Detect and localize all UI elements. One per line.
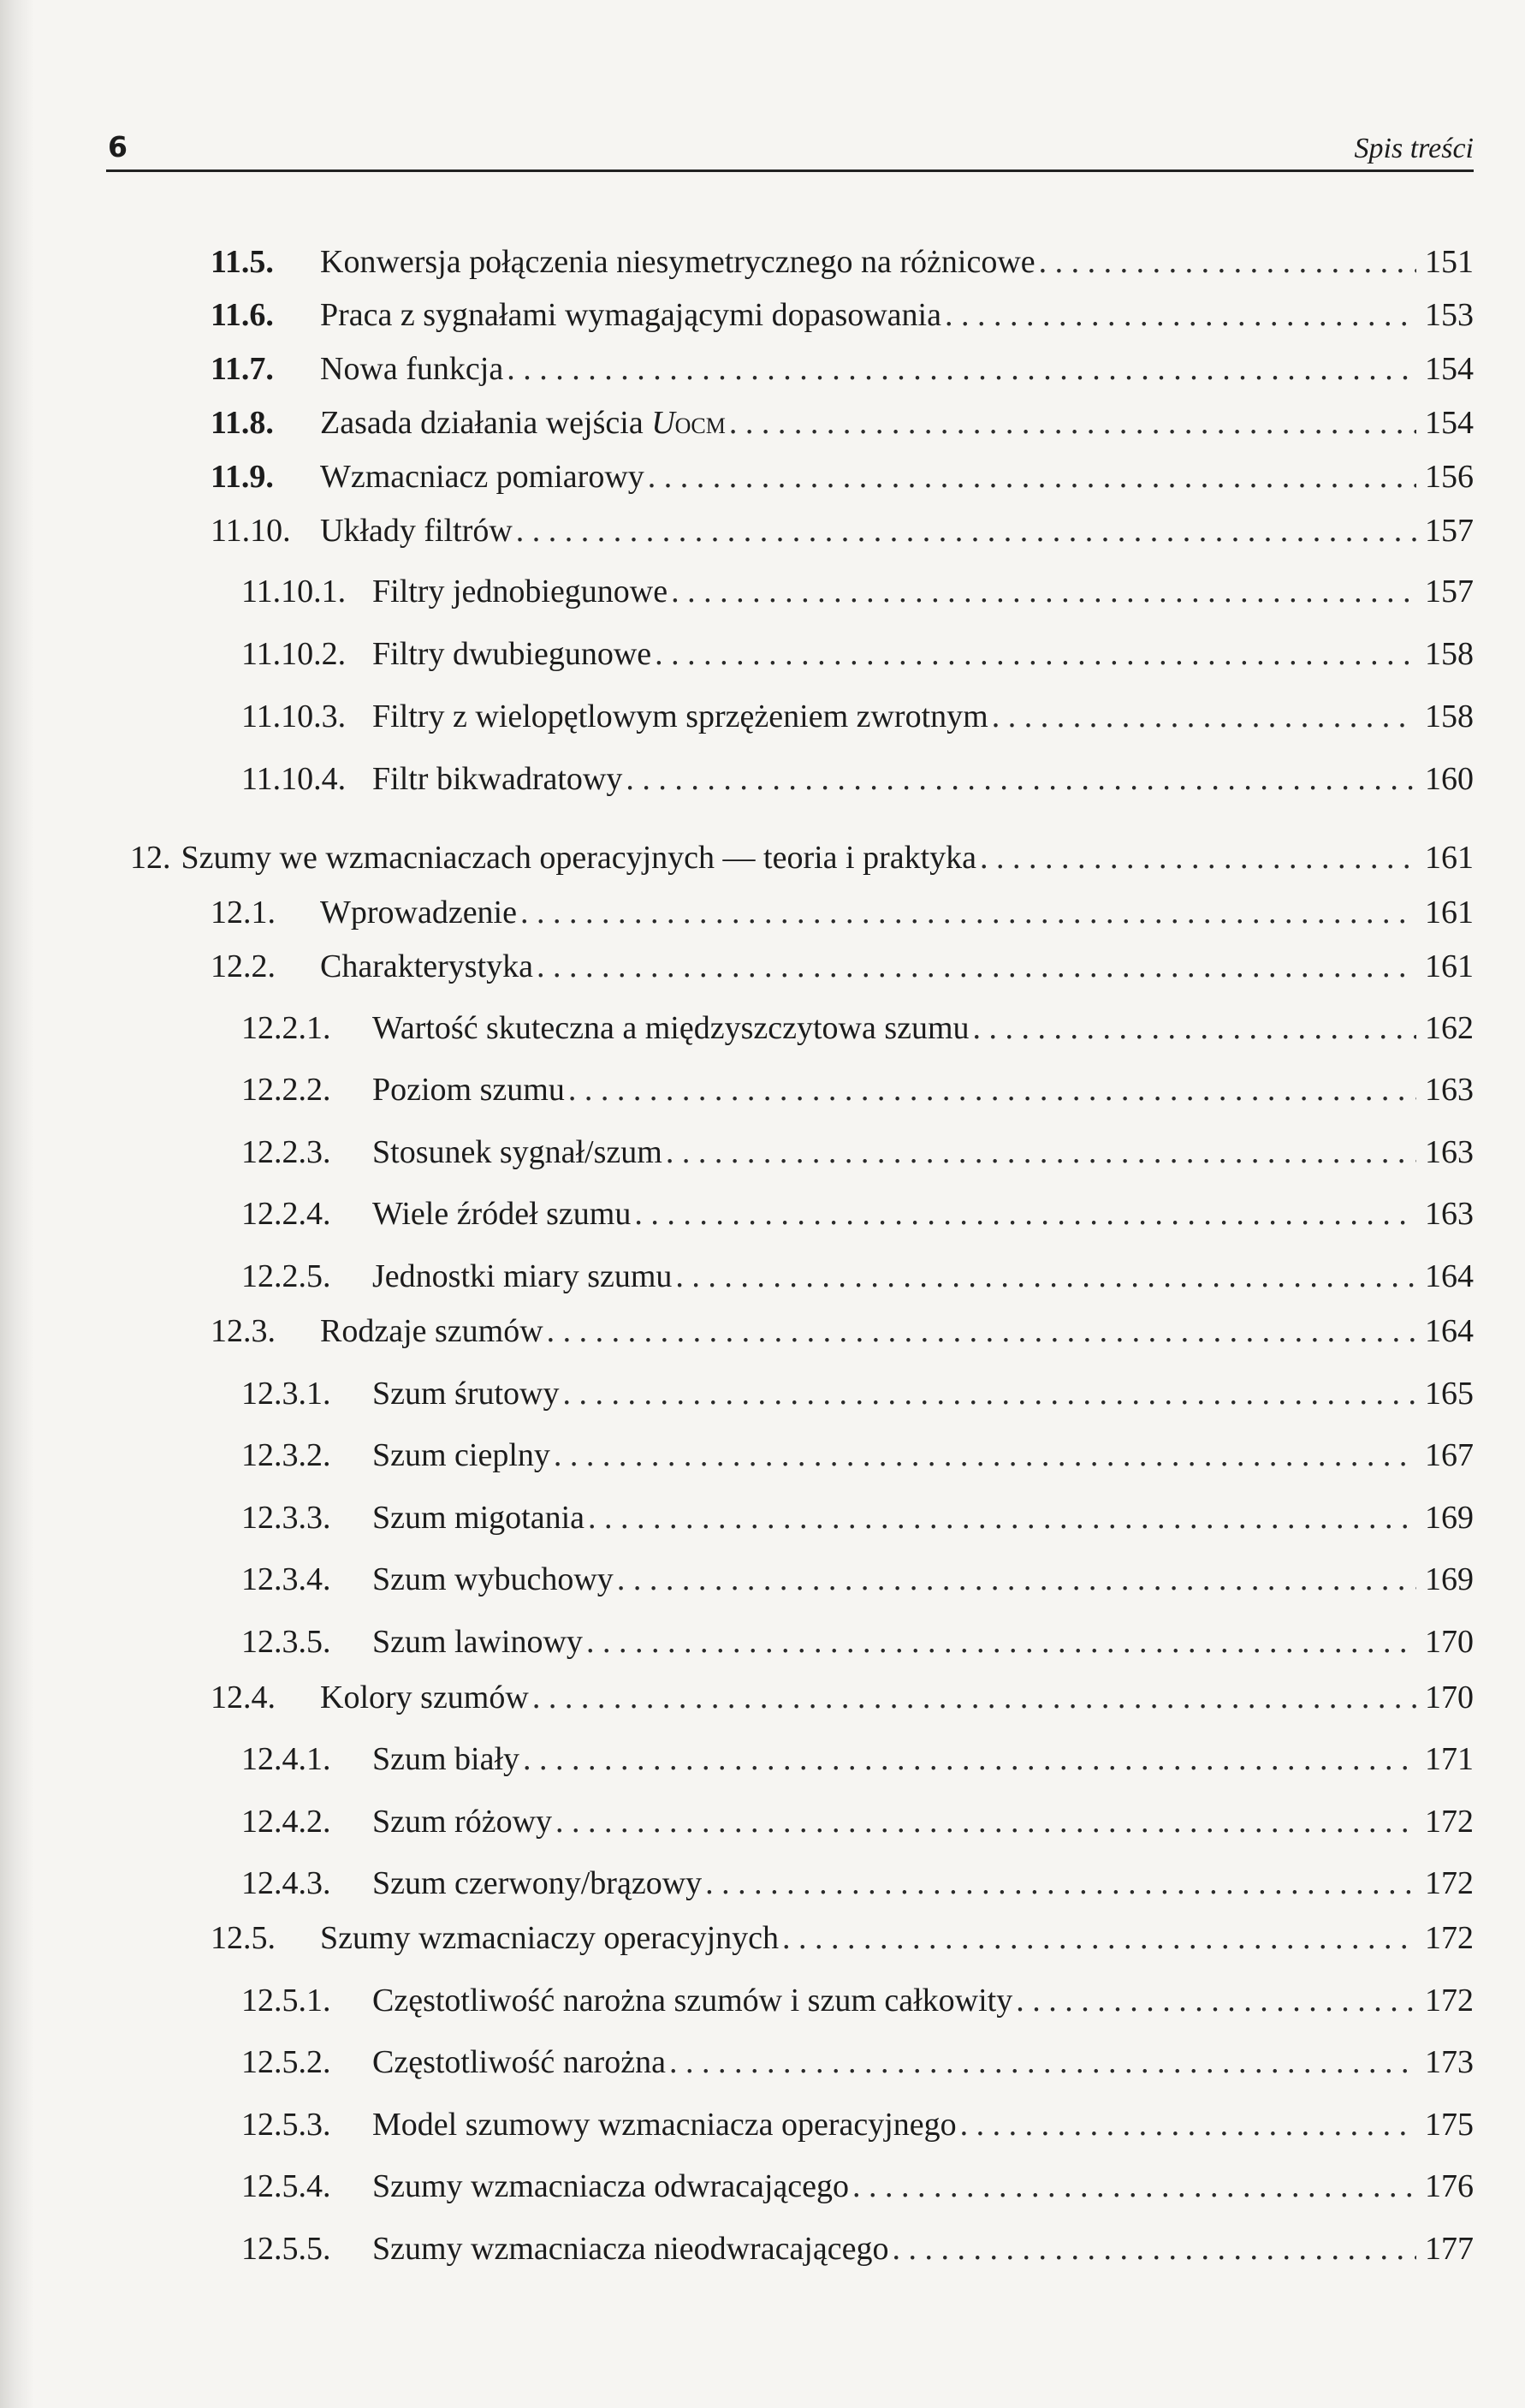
toc-entry-page: 163 xyxy=(1425,1134,1474,1170)
toc-entry-page: 169 xyxy=(1425,1561,1474,1597)
toc-entry-12-5-3[interactable] xyxy=(241,2105,1474,2144)
toc-entry-number: 11.10. xyxy=(211,513,291,549)
toc-entry-title: Wartość skuteczna a międzyszczytowa szumu xyxy=(372,1010,970,1046)
toc-entry-11-9[interactable] xyxy=(211,457,1474,496)
toc-entry-page: 177 xyxy=(1425,2231,1474,2267)
toc-entry-number: 12.3.2. xyxy=(241,1437,331,1473)
dot-leader xyxy=(547,1311,1416,1351)
toc-entry-page: 163 xyxy=(1425,1072,1474,1108)
toc-entry-title-subscript: OCM xyxy=(674,413,726,438)
toc-entry-number: 11.9. xyxy=(211,459,274,495)
toc-entry-12-2-5[interactable] xyxy=(241,1257,1474,1296)
toc-entry-page: 154 xyxy=(1425,405,1474,441)
dot-leader xyxy=(945,295,1416,335)
toc-entry-page: 176 xyxy=(1425,2168,1474,2204)
toc-entry-page: 172 xyxy=(1425,1804,1474,1840)
dot-leader xyxy=(588,1498,1416,1537)
toc-entry-page: 175 xyxy=(1425,2107,1474,2143)
toc-entry-page: 164 xyxy=(1425,1258,1474,1294)
dot-leader xyxy=(729,403,1416,443)
toc-entry-number: 12.2.3. xyxy=(241,1134,331,1170)
toc-entry-title: Charakterystyka xyxy=(320,948,534,984)
toc-entry-page: 164 xyxy=(1425,1313,1474,1349)
toc-entry-number: 12.3.4. xyxy=(241,1561,331,1597)
toc-entry-12-4-1[interactable] xyxy=(241,1739,1474,1779)
toc-entry-11-5[interactable] xyxy=(211,242,1474,282)
dot-leader xyxy=(648,457,1416,496)
dot-leader xyxy=(705,1864,1416,1903)
dot-leader xyxy=(516,511,1416,550)
toc-entry-page: 172 xyxy=(1425,1983,1474,2019)
toc-entry-title: Częstotliwość narożna szumów i szum całkowity xyxy=(372,1983,1013,2019)
toc-entry-number: 11.10.4. xyxy=(241,761,347,797)
toc-entry-page: 172 xyxy=(1425,1920,1474,1956)
toc-entry-number: 11.6. xyxy=(211,297,274,333)
toc-entry-number: 12.3.5. xyxy=(241,1624,331,1660)
toc-entry-title xyxy=(320,403,726,446)
dot-leader xyxy=(568,1070,1416,1109)
toc-entry-12-5-4[interactable] xyxy=(241,2167,1474,2206)
toc-entry-page: 173 xyxy=(1425,2044,1474,2080)
toc-entry-title: Szum cieplny xyxy=(372,1437,550,1473)
dot-leader xyxy=(537,947,1416,986)
toc-entry-12-3[interactable] xyxy=(211,1311,1474,1351)
toc-entry-number: 12.4. xyxy=(211,1680,276,1715)
toc-entry-number: 11.8. xyxy=(211,405,274,441)
toc-entry-number: 12.4.2. xyxy=(241,1804,331,1840)
toc-entry-number: 12.4.1. xyxy=(241,1741,331,1777)
toc-entry-number: 11.10.1. xyxy=(241,574,347,609)
toc-entry-number: 12.5.5. xyxy=(241,2231,331,2267)
dot-leader xyxy=(992,697,1416,736)
toc-entry-title: Szum wybuchowy xyxy=(372,1561,614,1597)
toc-entry-title: Rodzaje szumów xyxy=(320,1313,543,1349)
toc-entry-11-10-3[interactable] xyxy=(241,697,1474,736)
toc-entry-page: 161 xyxy=(1425,895,1474,930)
dot-leader xyxy=(980,838,1416,877)
toc-entry-12-3-4[interactable] xyxy=(241,1560,1474,1599)
toc-entry-page: 167 xyxy=(1425,1437,1474,1473)
dot-leader xyxy=(626,759,1416,799)
toc-entry-title: Szum biały xyxy=(372,1741,520,1777)
toc-entry-11-8[interactable] xyxy=(211,403,1474,443)
toc-entry-12-3-1[interactable] xyxy=(241,1374,1474,1413)
toc-entry-number: 12.3.3. xyxy=(241,1500,331,1536)
dot-leader xyxy=(1016,1981,1416,2020)
toc-entry-page: 158 xyxy=(1425,636,1474,672)
toc-entry-number: 12.3. xyxy=(211,1313,276,1349)
toc-entry-page: 162 xyxy=(1425,1010,1474,1046)
toc-entry-12-2[interactable] xyxy=(211,947,1474,986)
dot-leader xyxy=(1039,242,1416,282)
toc-entry-number: 11.7. xyxy=(211,351,274,387)
toc-entry-title: Wzmacniacz pomiarowy xyxy=(320,459,644,495)
toc-entry-12-3-3[interactable] xyxy=(241,1498,1474,1537)
toc-entry-title: Częstotliwość narożna xyxy=(372,2044,666,2080)
toc-entry-page: 170 xyxy=(1425,1680,1474,1715)
toc-entry-title: Wprowadzenie xyxy=(320,895,517,930)
dot-leader xyxy=(586,1622,1416,1662)
toc-entry-title: Filtry dwubiegunowe xyxy=(372,636,652,672)
toc-entry-title: Nowa funkcja xyxy=(320,351,504,387)
toc-entry-number: 12.5.3. xyxy=(241,2107,331,2143)
toc-entry-number: 11.5. xyxy=(211,244,274,280)
toc-entry-12-1[interactable] xyxy=(211,893,1474,932)
dot-leader xyxy=(892,2229,1416,2268)
toc-entry-title: Jednostki miary szumu xyxy=(372,1258,673,1294)
dot-leader xyxy=(852,2167,1416,2206)
toc-entry-number: 12.2.4. xyxy=(241,1196,331,1232)
toc-entry-number: 11.10.3. xyxy=(241,699,347,734)
toc-entry-page: 156 xyxy=(1425,459,1474,495)
toc-entry-page: 157 xyxy=(1425,513,1474,549)
toc-entry-12-2-4[interactable] xyxy=(241,1194,1474,1234)
toc-entry-12-5[interactable] xyxy=(211,1918,1474,1958)
toc-entry-12-4-3[interactable] xyxy=(241,1864,1474,1903)
toc-entry-page: 153 xyxy=(1425,297,1474,333)
page-number: 6 xyxy=(108,130,128,164)
toc-entry-page: 160 xyxy=(1425,761,1474,797)
toc-chapter-12[interactable] xyxy=(130,838,1474,877)
dot-leader xyxy=(617,1560,1416,1599)
toc-entry-title-main: Zasada działania wejścia U xyxy=(320,405,675,441)
toc-entry-page: 151 xyxy=(1425,244,1474,280)
toc-entry-page: 154 xyxy=(1425,351,1474,387)
toc-entry-title: Wiele źródeł szumu xyxy=(372,1196,632,1232)
dot-leader xyxy=(554,1436,1416,1475)
toc-entry-12-4[interactable] xyxy=(211,1678,1474,1717)
toc-entry-page: 170 xyxy=(1425,1624,1474,1660)
dot-leader xyxy=(655,634,1416,674)
dot-leader xyxy=(960,2105,1416,2144)
toc-entry-title: Szum śrutowy xyxy=(372,1376,560,1412)
toc-entry-12-4-2[interactable] xyxy=(241,1802,1474,1841)
toc-entry-number: 12.5. xyxy=(211,1920,276,1956)
dot-leader xyxy=(669,2042,1416,2082)
toc-entry-12-5-5[interactable] xyxy=(241,2229,1474,2268)
toc-entry-page: 165 xyxy=(1425,1376,1474,1412)
toc-entry-title: Stosunek sygnał/szum xyxy=(372,1134,662,1170)
toc-entry-title: Model szumowy wzmacniacza operacyjnego xyxy=(372,2107,957,2143)
toc-entry-11-10-4[interactable] xyxy=(241,759,1474,799)
dot-leader xyxy=(675,1257,1416,1296)
toc-entry-number: 12.4.3. xyxy=(241,1865,331,1901)
toc-entry-page: 163 xyxy=(1425,1196,1474,1232)
toc-entry-title: Szumy wzmacniacza odwracającego xyxy=(372,2168,850,2204)
toc-entry-page: 157 xyxy=(1425,574,1474,609)
toc-entry-number: 12.3.1. xyxy=(241,1376,331,1412)
toc-entry-page: 171 xyxy=(1425,1741,1474,1777)
toc-entry-number: 12.1. xyxy=(211,895,276,930)
toc-entry-number: 12.5.1. xyxy=(241,1983,331,2019)
toc-entry-title: Filtr bikwadratowy xyxy=(372,761,623,797)
toc-entry-title: Poziom szumu xyxy=(372,1072,565,1108)
dot-leader xyxy=(634,1194,1416,1234)
dot-leader xyxy=(666,1133,1416,1172)
toc-entry-title: Szumy we wzmacniaczach operacyjnych — teoria i praktyka xyxy=(181,840,977,876)
toc-entry-12-5-2[interactable] xyxy=(241,2042,1474,2082)
toc-entry-title: Szum czerwony/brązowy xyxy=(372,1865,703,1901)
running-title: Spis treści xyxy=(1354,133,1474,164)
dot-leader xyxy=(555,1802,1416,1841)
toc-entry-title: Konwersja połączenia niesymetrycznego na różnicowe xyxy=(320,244,1035,280)
toc-entry-page: 161 xyxy=(1425,840,1474,876)
toc-entry-number: 12.2.1. xyxy=(241,1010,331,1046)
dot-leader xyxy=(671,572,1416,611)
dot-leader xyxy=(523,1739,1416,1779)
dot-leader xyxy=(782,1918,1416,1958)
dot-leader xyxy=(973,1008,1416,1048)
toc-entry-page: 161 xyxy=(1425,948,1474,984)
toc-entry-title: Szum migotania xyxy=(372,1500,585,1536)
dot-leader xyxy=(520,893,1416,932)
toc-entry-number: 11.10.2. xyxy=(241,636,347,672)
toc-entry-12-2-3[interactable] xyxy=(241,1133,1474,1172)
toc-entry-11-6[interactable] xyxy=(211,295,1474,335)
toc-entry-title: Szumy wzmacniaczy operacyjnych xyxy=(320,1920,779,1956)
toc-entry-title: Szum różowy xyxy=(372,1804,553,1840)
toc-entry-title: Szumy wzmacniacza nieodwracającego xyxy=(372,2231,889,2267)
toc-entry-12-3-5[interactable] xyxy=(241,1622,1474,1662)
toc-entry-number: 12.5.2. xyxy=(241,2044,331,2080)
toc-entry-number: 12.2. xyxy=(211,948,276,984)
toc-entry-page: 169 xyxy=(1425,1500,1474,1536)
toc-entry-12-3-2[interactable] xyxy=(241,1436,1474,1475)
toc-entry-number: 12.5.4. xyxy=(241,2168,331,2204)
dot-leader xyxy=(563,1374,1417,1413)
toc-entry-title: Filtry z wielopętlowym sprzężeniem zwrotnym xyxy=(372,699,988,734)
toc-entry-12-2-1[interactable] xyxy=(241,1008,1474,1048)
toc-entry-11-10-1[interactable] xyxy=(241,572,1474,611)
dot-leader xyxy=(532,1678,1416,1717)
toc-entry-title: Filtry jednobiegunowe xyxy=(372,574,668,609)
toc-entry-number: 12. xyxy=(130,840,171,876)
toc-entry-12-5-1[interactable] xyxy=(241,1981,1474,2020)
toc-entry-title: Szum lawinowy xyxy=(372,1624,583,1660)
math-variable-u: U xyxy=(651,405,675,441)
toc-entry-title: Praca z sygnałami wymagającymi dopasowania xyxy=(320,297,941,333)
toc-entry-number: 12.2.5. xyxy=(241,1258,331,1294)
toc-entry-11-7[interactable] xyxy=(211,349,1474,389)
toc-entry-11-10-2[interactable] xyxy=(241,634,1474,674)
toc-entry-page: 158 xyxy=(1425,699,1474,734)
toc-entry-title: Układy filtrów xyxy=(320,513,513,549)
toc-entry-12-2-2[interactable] xyxy=(241,1070,1474,1109)
toc-entry-11-10[interactable] xyxy=(211,511,1474,550)
dot-leader xyxy=(507,349,1416,389)
toc-entry-title: Kolory szumów xyxy=(320,1680,529,1715)
toc-entry-number: 12.2.2. xyxy=(241,1072,331,1108)
toc-entry-page: 172 xyxy=(1425,1865,1474,1901)
